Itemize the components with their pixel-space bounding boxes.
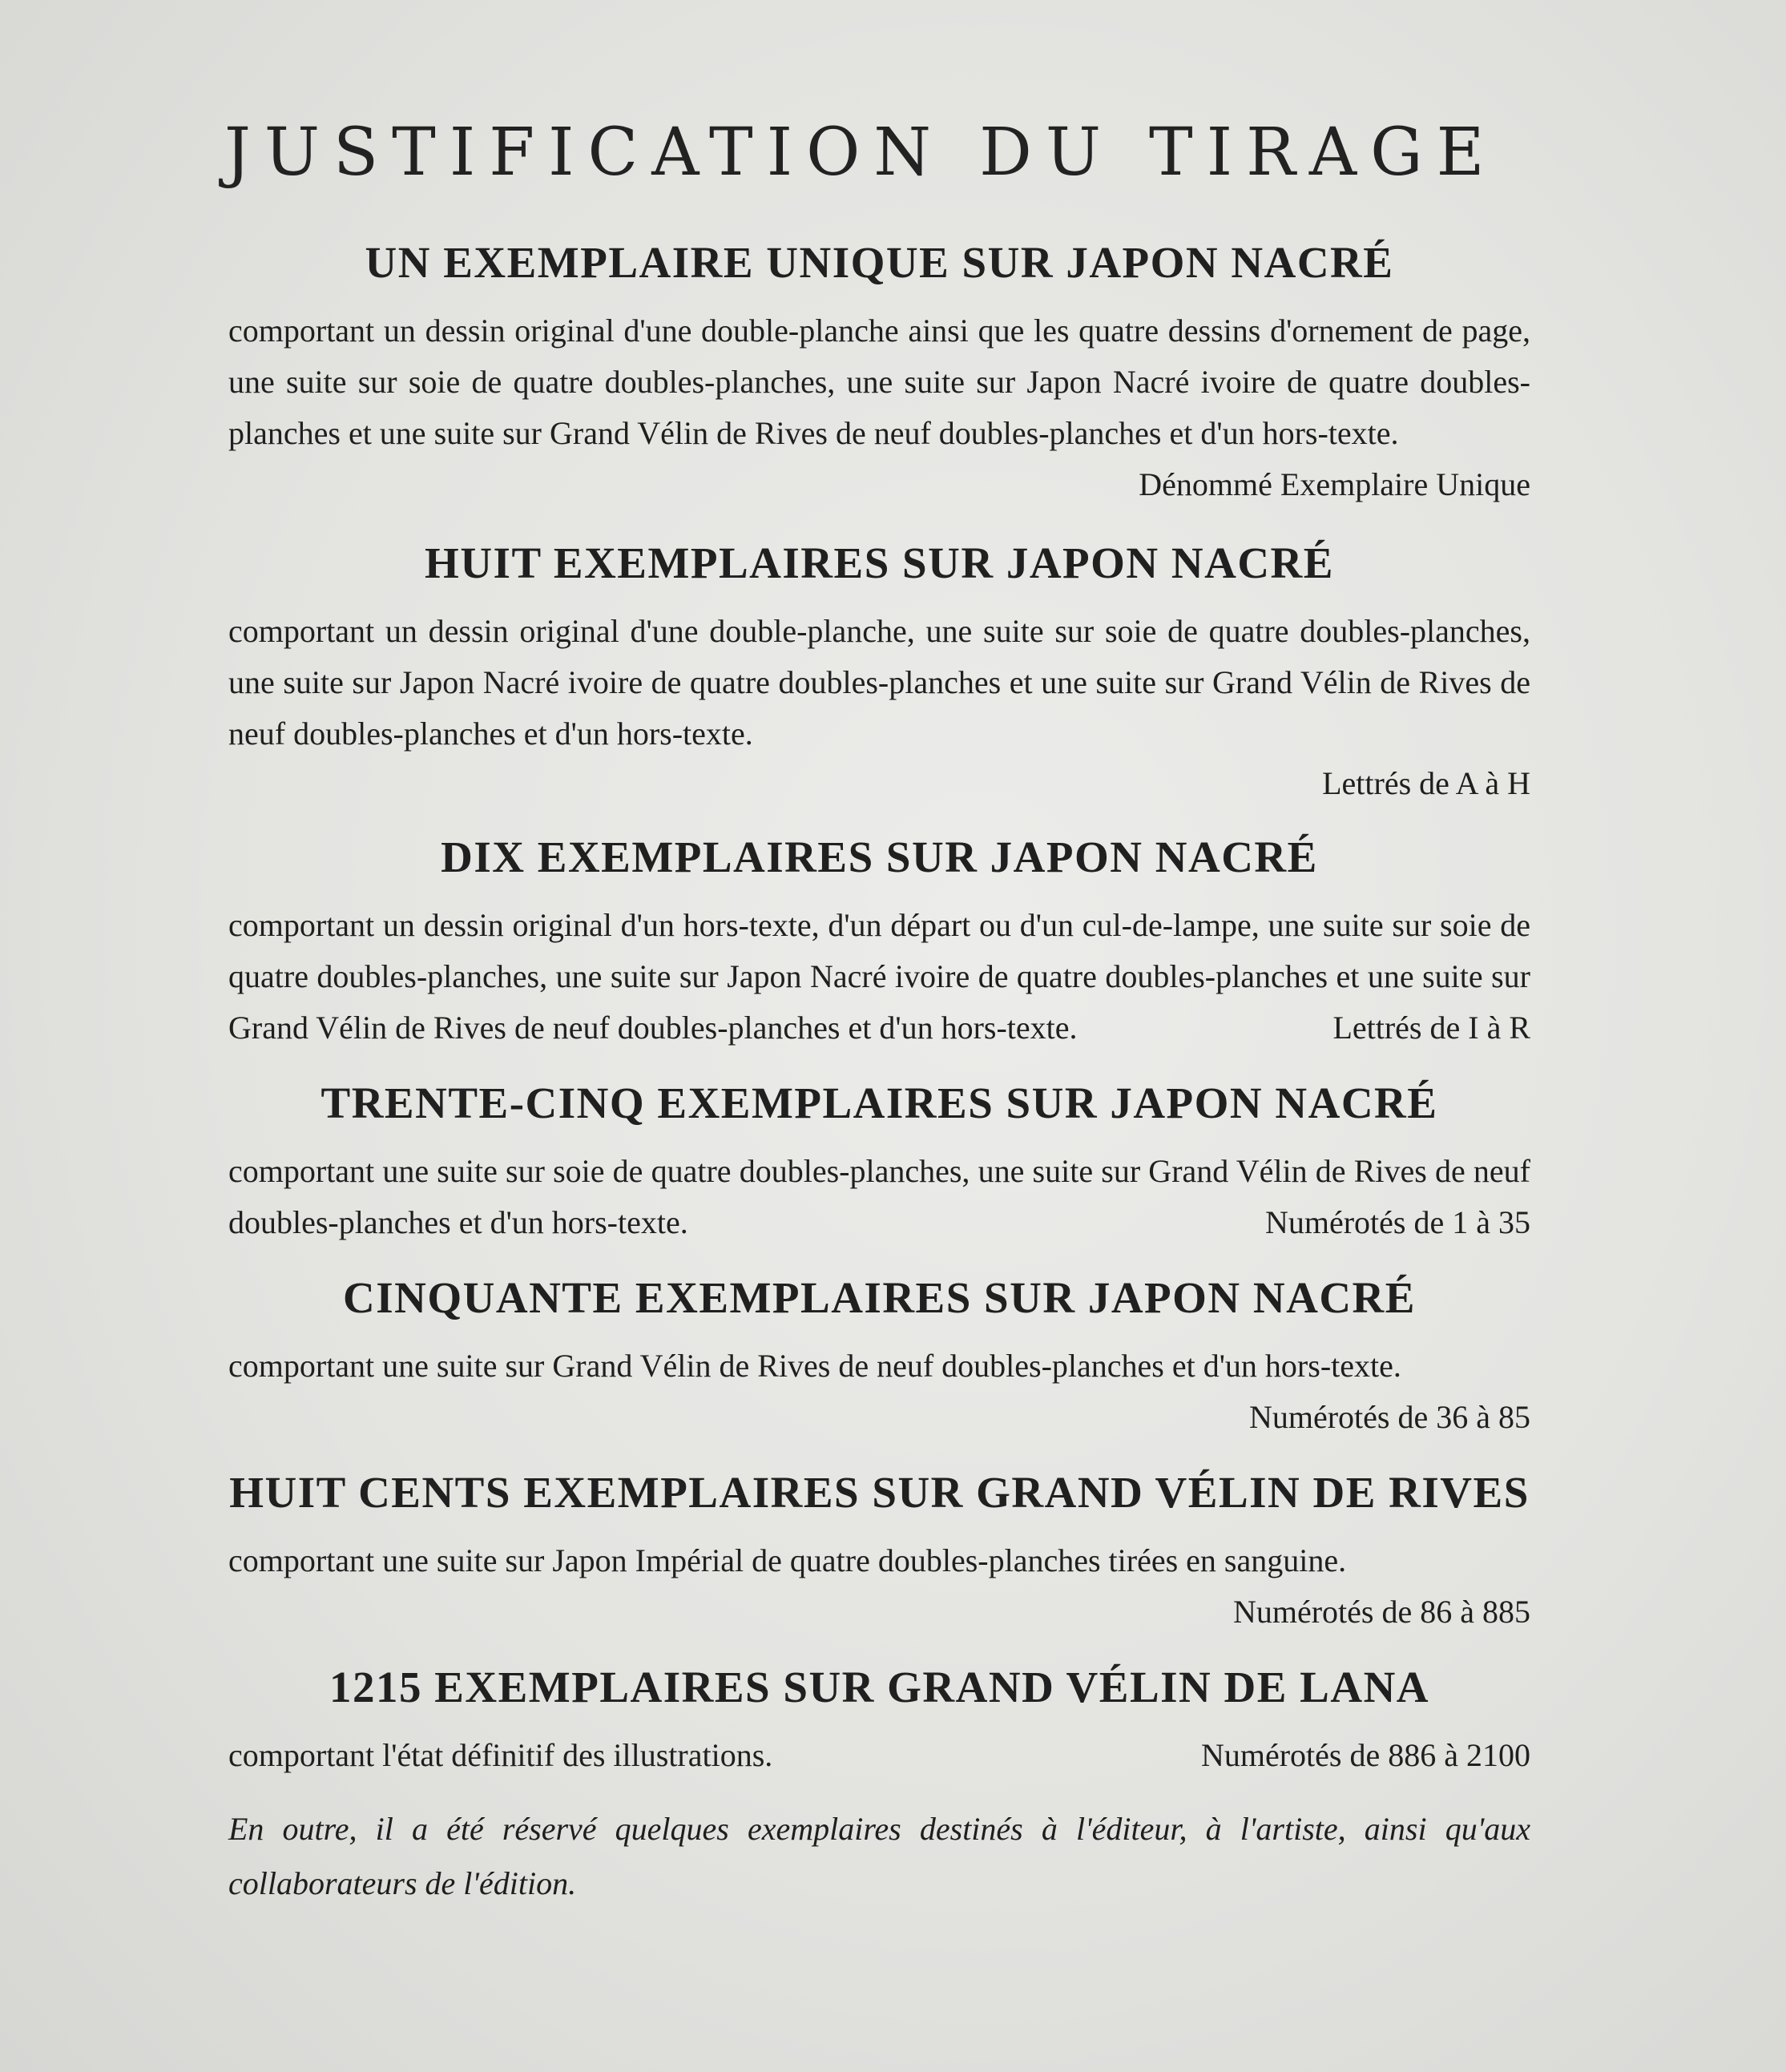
section-description: [228, 900, 1530, 1054]
section-text: comportant une suite sur Japon Impérial de quatre doubles-planches tirées en sanguine.: [228, 1542, 1347, 1578]
section-heading: HUIT CENTS EXEMPLAIRES SUR GRAND VÉLIN DE RIVES: [229, 1468, 1530, 1517]
section-text: comportant un dessin original d'un hors-texte, d'un départ ou d'un cul-de-lampe, une suite sur soie de quatre doubles-planches, une suite sur Japon Nacré ivoire de quatre doubles-planches et une suite sur Grand Vélin de Rives de neuf doubles-planches et d'un hors-texte.: [228, 907, 1530, 1046]
section-text: comportant un dessin original d'une double-planche ainsi que les quatre dessins d'ornement de page, une suite sur soie de quatre doubles-planches, une suite sur Japon Nacré ivoire de quatre doubles-planches et une suite sur Grand Vélin de Rives de neuf doubles-planches et d'un hors-texte.: [228, 312, 1530, 451]
section-reference: Lettrés de A à H: [1322, 765, 1530, 801]
section-description: [228, 305, 1530, 502]
section-reference: Lettrés de I à R: [1332, 1010, 1530, 1046]
edition-section-huit-cents: [228, 1470, 1530, 1638]
section-text: comportant une suite sur Grand Vélin de Rives de neuf doubles-planches et d'un hors-texte.: [228, 1348, 1401, 1384]
section-heading: TRENTE-CINQ EXEMPLAIRES SUR JAPON NACRÉ: [321, 1078, 1438, 1127]
section-text: comportant une suite sur soie de quatre doubles-planches, une suite sur Grand Vélin de Rives de neuf doubles-planches et d'un hors-texte.: [228, 1153, 1530, 1240]
section-text: comportant l'état définitif des illustrations.: [228, 1737, 773, 1773]
edition-section-1215: [228, 1665, 1530, 1781]
section-text: comportant un dessin original d'une double-planche, une suite sur soie de quatre doubles-planches, une suite sur Japon Nacré ivoire de quatre doubles-planches et une suite sur Grand Vélin de Rives de neuf doubles-planches et d'un hors-texte.: [228, 613, 1530, 752]
section-reference: Numérotés de 86 à 885: [1232, 1594, 1530, 1630]
section-heading: UN EXEMPLAIRE UNIQUE SUR JAPON NACRÉ: [365, 238, 1394, 287]
section-heading: HUIT EXEMPLAIRES SUR JAPON NACRÉ: [425, 538, 1334, 587]
page-title: JUSTIFICATION DU TIRAGE: [224, 115, 1498, 191]
closing-note: En outre, il a été réservé quelques exemplaires destinés à l'éditeur, à l'artiste, ainsi qu'aux collaborateurs de l'édition.: [228, 1811, 1530, 1901]
section-heading: DIX EXEMPLAIRES SUR JAPON NACRÉ: [441, 832, 1318, 881]
edition-section-dix: [228, 832, 1530, 1054]
edition-section-cinquante: [228, 1273, 1530, 1443]
section-description: [228, 1340, 1530, 1435]
section-description: [228, 1146, 1530, 1248]
section-reference: Numérotés de 36 à 85: [1248, 1399, 1530, 1435]
section-heading: 1215 EXEMPLAIRES SUR GRAND VÉLIN DE LANA: [329, 1663, 1430, 1711]
section-description: [228, 1535, 1530, 1630]
edition-list: [228, 240, 1530, 1911]
section-heading: CINQUANTE EXEMPLAIRES SUR JAPON NACRÉ: [343, 1273, 1416, 1322]
edition-section-trente-cinq: [228, 1078, 1530, 1248]
section-reference: Numérotés de 886 à 2100: [1200, 1737, 1530, 1773]
section-reference: Numérotés de 1 à 35: [1264, 1204, 1530, 1240]
edition-section-huit: [228, 538, 1530, 808]
edition-section-unique: [228, 240, 1530, 510]
section-description: [228, 1730, 1530, 1781]
section-reference: Dénommé Exemplaire Unique: [1139, 466, 1530, 502]
